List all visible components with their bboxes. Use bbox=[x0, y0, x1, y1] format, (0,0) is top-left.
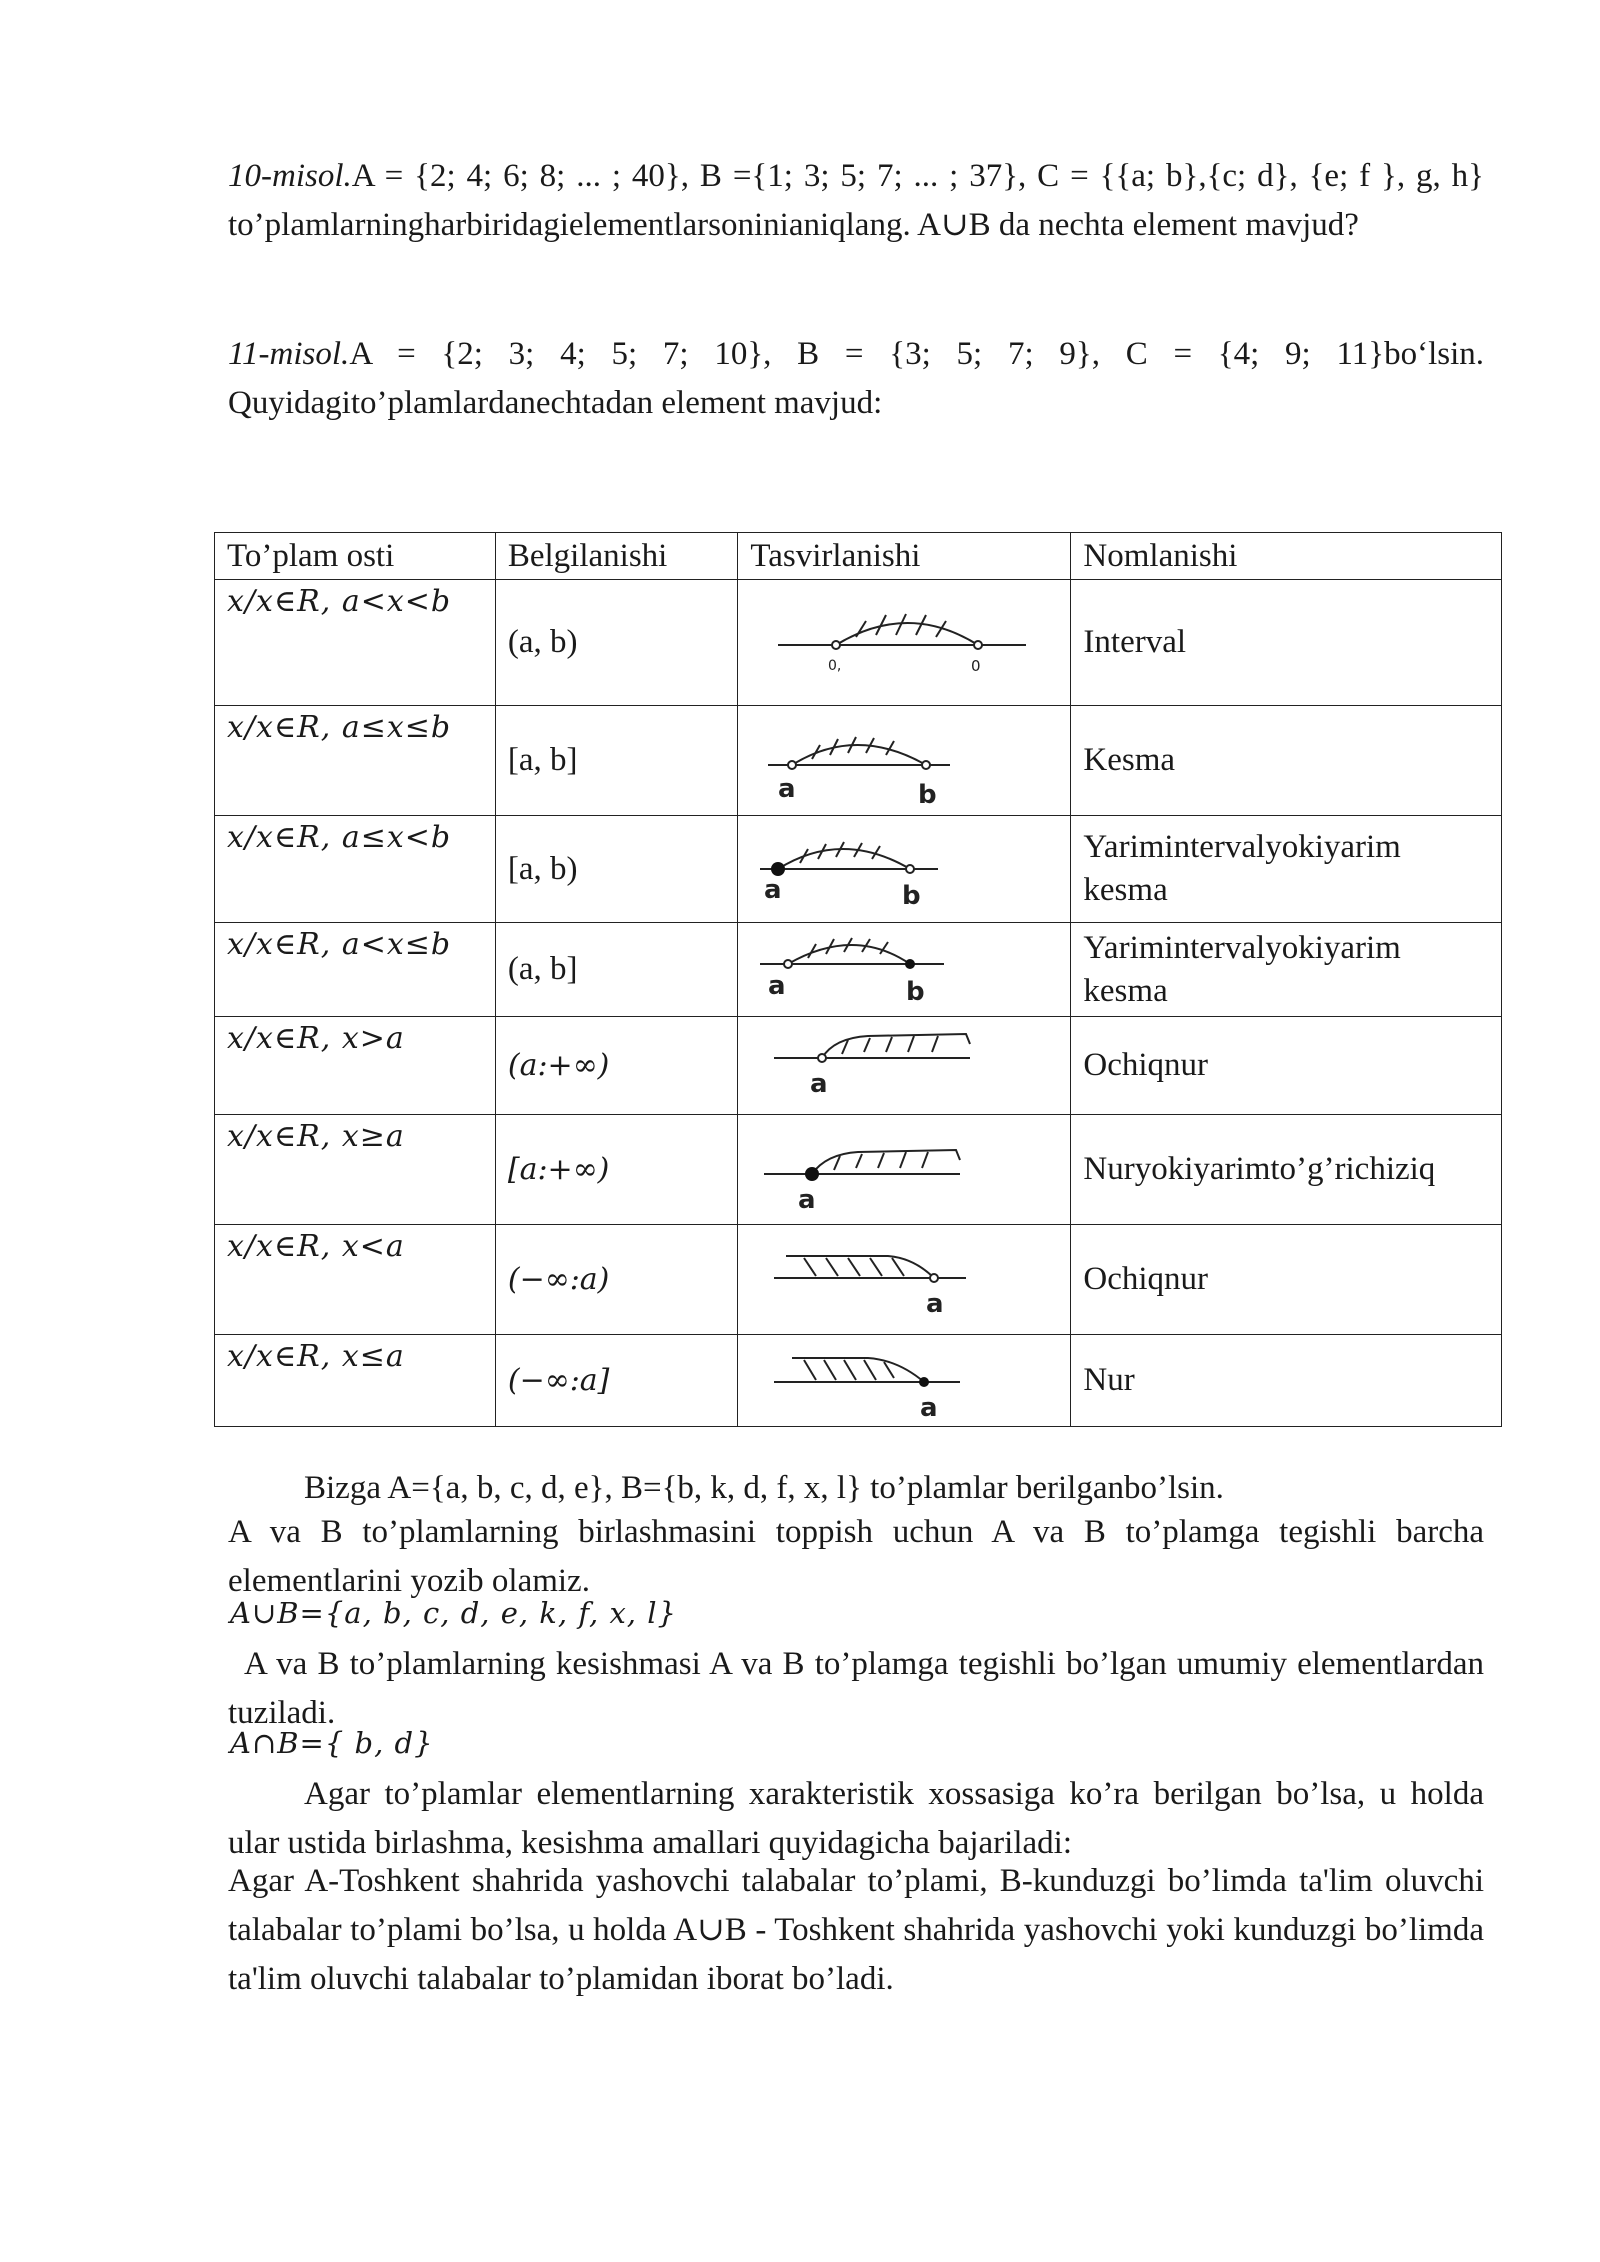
subsets-table bbox=[214, 532, 1502, 1427]
header-notation: Belgilanishi bbox=[495, 533, 738, 580]
closed-ray-left-diagram bbox=[738, 1336, 1070, 1426]
row-condition: x/x∈R, x≤a bbox=[215, 1335, 496, 1427]
body-paragraph-5: Agar A-Toshkent shahrida yashovchi talabalar to’plami, B-kunduzgi bo’limda ta'lim oluvchi talabalar to’plami bo’lsa, u holda A∪B - Toshkent shahrida yashovchi yoki kunduzgi bo’limda ta'lim oluvchi talabalar to’plamidan iborat bo’ladi. bbox=[228, 1863, 1484, 1997]
example-10-line2: }, g, h} to’plamlarningharbiridagielementlarsoninianiqlang. A∪B da nechta element mavjud? bbox=[228, 158, 1485, 243]
row-depiction bbox=[738, 706, 1071, 816]
row-notation: [a:+∞) bbox=[495, 1115, 738, 1225]
table-row bbox=[215, 1335, 1502, 1427]
label-b: b bbox=[918, 779, 938, 810]
label-a: a bbox=[920, 1392, 938, 1423]
row-depiction bbox=[738, 816, 1071, 923]
open-ray-right-diagram bbox=[738, 1018, 1070, 1114]
row-depiction bbox=[738, 1225, 1071, 1335]
table-row bbox=[215, 1017, 1502, 1115]
half-interval-left-closed-diagram bbox=[738, 817, 1070, 922]
row-name: Nuryokiyarimto’g’richiziq bbox=[1071, 1115, 1502, 1225]
table-row bbox=[215, 816, 1502, 923]
label-a: a bbox=[764, 874, 782, 905]
closed-ray-right-diagram bbox=[738, 1116, 1070, 1224]
half-interval-right-closed-diagram bbox=[738, 924, 1070, 1016]
example-11-label: 11-misol. bbox=[228, 336, 350, 372]
label-a: a bbox=[778, 773, 796, 804]
row-depiction bbox=[738, 580, 1071, 706]
row-notation: [a, b) bbox=[495, 816, 738, 923]
row-name: Interval bbox=[1071, 580, 1502, 706]
row-condition: x/x∈R, a≤x<b bbox=[215, 816, 496, 923]
row-notation: (a:+∞) bbox=[495, 1017, 738, 1115]
table-row bbox=[215, 1225, 1502, 1335]
row-depiction bbox=[738, 1017, 1071, 1115]
example-11-paragraph bbox=[228, 330, 1484, 428]
example-11-text: A = {2; 3; 4; 5; 7; 10}, B = {3; 5; 7; 9}, C = {4; 9; 11}bo‘lsin. Quyidagito’plamlardanechtadan element mavjud: bbox=[228, 336, 1484, 421]
row-name: Yarimintervalyokiyarim kesma bbox=[1071, 816, 1502, 923]
label-a: a bbox=[768, 970, 786, 1001]
header-subset: To’plam osti bbox=[215, 533, 496, 580]
row-depiction bbox=[738, 1335, 1071, 1427]
label-a: a bbox=[810, 1068, 828, 1099]
row-condition: x/x∈R, a<x<b bbox=[215, 580, 496, 706]
row-notation: (a, b] bbox=[495, 923, 738, 1017]
example-10-paragraph bbox=[228, 152, 1484, 250]
label-b: b bbox=[902, 880, 922, 911]
row-depiction bbox=[738, 1115, 1071, 1225]
header-depiction: Tasvirlanishi bbox=[738, 533, 1071, 580]
open-ray-left-diagram bbox=[738, 1226, 1070, 1334]
label-b: 0 bbox=[971, 656, 981, 675]
row-depiction bbox=[738, 923, 1071, 1017]
example-10-line1: A = {2; 4; 6; 8; ... ; 40}, B ={1; 3; 5; 7; ... ; 37}, C = {{a; b},{c; d}, {e; f bbox=[351, 158, 1371, 194]
table-header-row bbox=[215, 533, 1502, 580]
body-paragraph-3: A va B to’plamlarning kesishmasi A va B to’plamga tegishli bo’lgan umumiy elementlardan tuziladi. bbox=[228, 1646, 1484, 1731]
row-name: Kesma bbox=[1071, 706, 1502, 816]
body-paragraph-1: Bizga A={a, b, c, d, e}, B={b, k, d, f, x, l} to’plamlar berilganbo’lsin. bbox=[304, 1470, 1224, 1506]
label-a: a bbox=[926, 1288, 944, 1319]
table-row bbox=[215, 923, 1502, 1017]
row-name: Nur bbox=[1071, 1335, 1502, 1427]
row-notation: [a, b] bbox=[495, 706, 738, 816]
row-name: Yarimintervalyokiyarim kesma bbox=[1071, 923, 1502, 1017]
segment-closed-diagram bbox=[738, 707, 1070, 815]
row-notation: (a, b) bbox=[495, 580, 738, 706]
label-a: a bbox=[798, 1184, 816, 1215]
body-paragraph-4: Agar to’plamlar elementlarning xarakteristik xossasiga ko’ra berilgan bo’lsa, u holda ular ustida birlashma, kesishma amallari quyidagicha bajariladi: bbox=[228, 1776, 1484, 1861]
row-condition: x/x∈R, x<a bbox=[215, 1225, 496, 1335]
union-formula: A∪B={a, b, c, d, e, k, f, x, l} bbox=[230, 1596, 677, 1630]
row-condition: x/x∈R, x>a bbox=[215, 1017, 496, 1115]
row-name: Ochiqnur bbox=[1071, 1225, 1502, 1335]
label-b: b bbox=[906, 976, 926, 1007]
table-row bbox=[215, 706, 1502, 816]
body-paragraph-2: A va B to’plamlarning birlashmasini toppish uchun A va B to’plamga tegishli barcha elementlarini yozib olamiz. bbox=[228, 1514, 1484, 1599]
table-row bbox=[215, 1115, 1502, 1225]
row-name: Ochiqnur bbox=[1071, 1017, 1502, 1115]
interval-open-diagram bbox=[738, 581, 1070, 705]
row-condition: x/x∈R, x≥a bbox=[215, 1115, 496, 1225]
label-a: 0, bbox=[828, 657, 842, 674]
header-name: Nomlanishi bbox=[1071, 533, 1502, 580]
table-row bbox=[215, 580, 1502, 706]
row-condition: x/x∈R, a≤x≤b bbox=[215, 706, 496, 816]
row-notation: (−∞:a) bbox=[495, 1225, 738, 1335]
intersection-formula: A∩B={ b, d} bbox=[230, 1726, 434, 1760]
row-notation: (−∞:a] bbox=[495, 1335, 738, 1427]
example-10-label: 10-misol. bbox=[228, 158, 352, 194]
row-condition: x/x∈R, a<x≤b bbox=[215, 923, 496, 1017]
